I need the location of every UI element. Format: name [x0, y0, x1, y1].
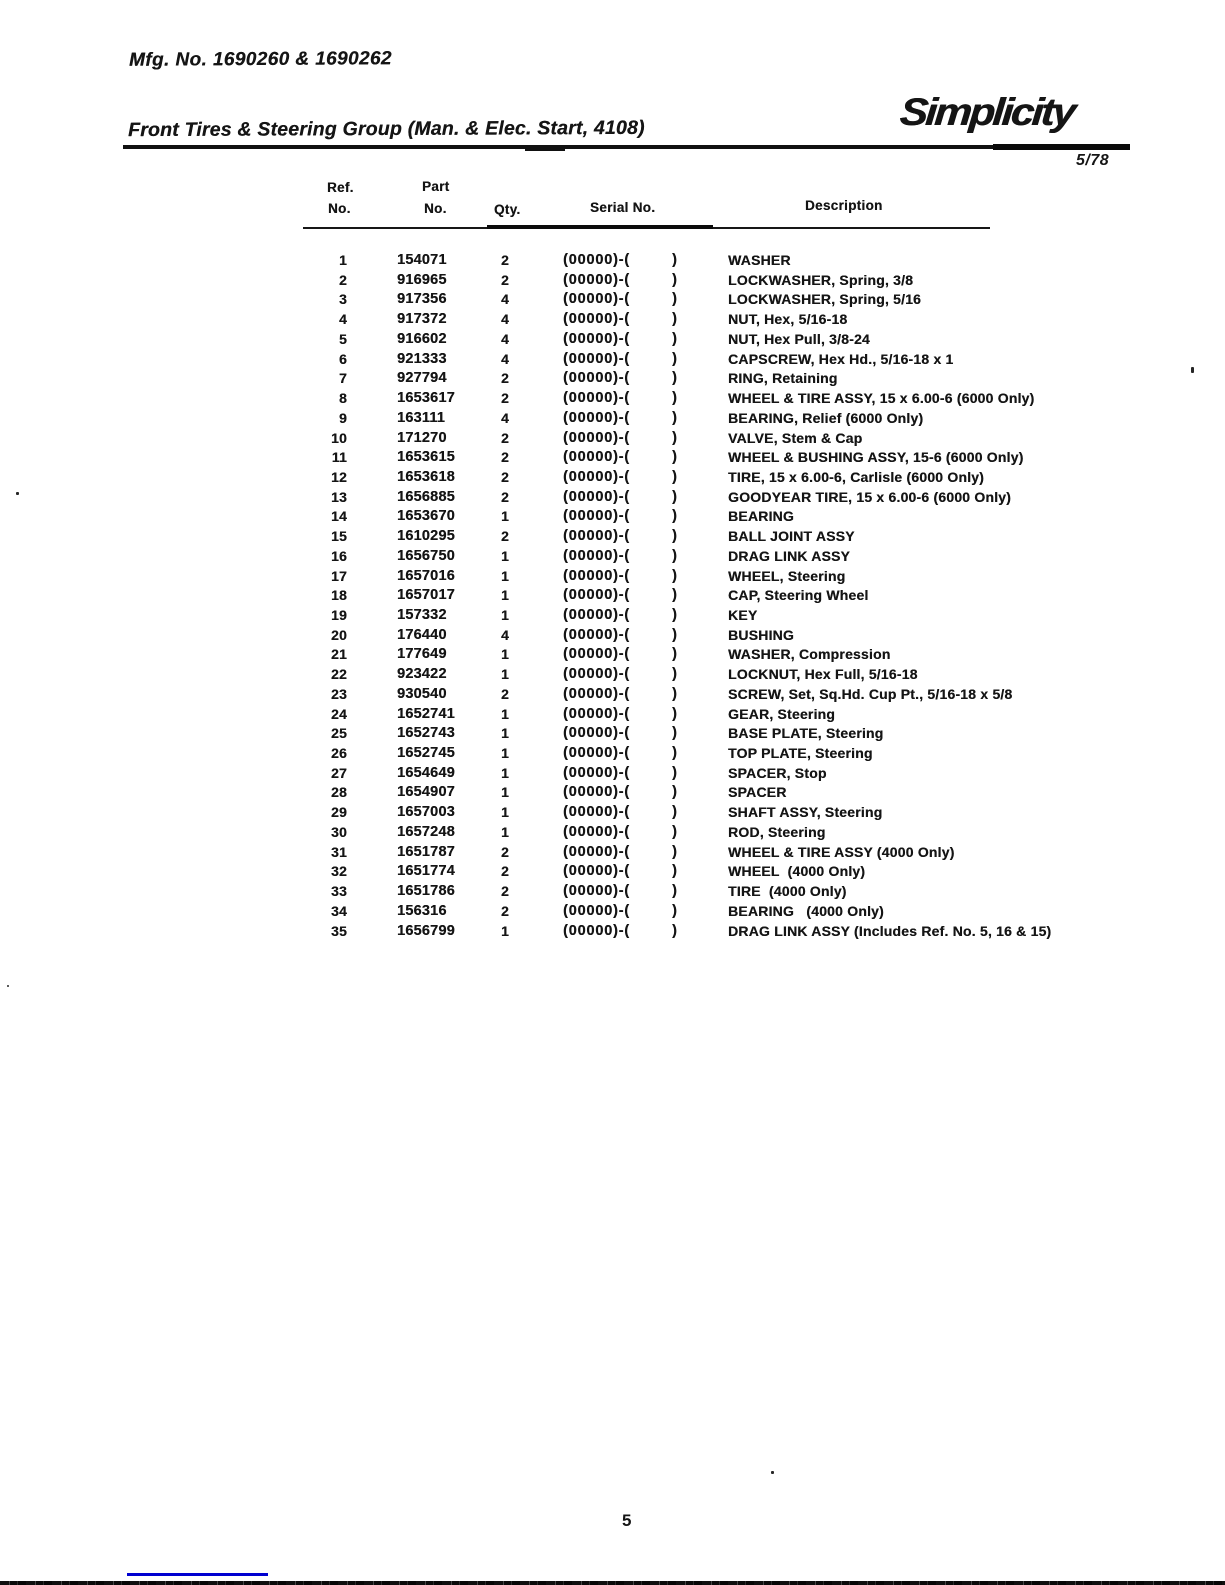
serial-no-cell: (00000)-(: [563, 449, 630, 466]
serial-close-cell: ): [672, 528, 678, 545]
serial-close-cell: ): [672, 350, 678, 367]
table-row: [0, 487, 1225, 507]
part-no-cell: 154071: [397, 252, 447, 268]
part-no-cell: 927794: [397, 370, 447, 387]
column-header-ref: Ref.: [327, 180, 354, 195]
serial-close-cell: ): [672, 922, 678, 939]
table-row: [0, 428, 1225, 448]
qty-cell: 1: [501, 646, 509, 663]
serial-no-cell: (00000)-(: [563, 646, 630, 663]
serial-close-cell: ): [672, 784, 678, 801]
serial-no-cell: (00000)-(: [563, 764, 630, 781]
table-row: [0, 250, 1225, 270]
description-cell: BEARING, Relief (6000 Only): [728, 409, 924, 426]
qty-cell: 1: [501, 666, 509, 683]
description-cell: NUT, Hex, 5/16-18: [728, 311, 848, 328]
table-row: [0, 704, 1225, 724]
bottom-edge-band: [0, 1581, 1225, 1585]
serial-close-cell: ): [672, 567, 678, 584]
part-no-cell: 1656750: [397, 547, 455, 564]
serial-close-cell: ): [672, 429, 678, 446]
description-cell: ROD, Steering: [728, 823, 826, 840]
table-row: [0, 566, 1225, 586]
description-cell: DRAG LINK ASSY: [728, 547, 851, 564]
ref-no-cell: 17: [331, 567, 347, 584]
part-no-cell: 1654907: [397, 784, 455, 801]
column-header-qty: Qty.: [494, 202, 521, 217]
serial-close-cell: ): [672, 607, 678, 623]
ref-no-cell: 23: [331, 685, 347, 702]
serial-close-cell: ): [672, 488, 678, 505]
serial-close-cell: ): [672, 666, 678, 683]
qty-cell: 2: [501, 390, 509, 406]
description-cell: BEARING: [728, 508, 794, 525]
serial-close-cell: ): [672, 705, 678, 722]
serial-no-cell: (00000)-(: [563, 922, 630, 939]
serial-no-cell: (00000)-(: [563, 271, 630, 288]
qty-cell: 1: [501, 547, 509, 564]
qty-cell: 4: [501, 350, 509, 367]
qty-cell: 2: [501, 883, 509, 899]
description-cell: WASHER, Compression: [728, 646, 891, 663]
serial-close-cell: ): [672, 468, 678, 485]
table-row: [0, 506, 1225, 526]
ref-no-cell: 28: [331, 784, 347, 801]
part-no-cell: 1657017: [397, 587, 455, 604]
serial-no-cell: (00000)-(: [563, 488, 630, 505]
part-no-cell: 1653618: [397, 468, 455, 485]
table-row: [0, 625, 1225, 645]
table-row: [0, 822, 1225, 842]
serial-close-cell: ): [672, 863, 678, 880]
serial-no-cell: (00000)-(: [563, 528, 630, 545]
table-row: [0, 861, 1225, 881]
serial-close-cell: ): [672, 271, 678, 288]
serial-close-cell: ): [672, 311, 678, 328]
table-row: [0, 664, 1225, 684]
serial-close-cell: ): [672, 330, 678, 347]
qty-cell: 1: [501, 587, 509, 604]
part-no-cell: 156316: [397, 902, 447, 919]
column-header-part-no: No.: [424, 201, 447, 216]
serial-no-cell: (00000)-(: [563, 626, 630, 643]
description-cell: WHEEL, Steering: [728, 567, 846, 584]
serial-no-cell: (00000)-(: [563, 725, 630, 742]
table-row: [0, 329, 1225, 349]
serial-no-cell: (00000)-(: [563, 587, 630, 604]
description-cell: SPACER: [728, 784, 787, 801]
ref-no-cell: 30: [331, 823, 347, 840]
table-row: [0, 723, 1225, 743]
qty-cell: 1: [501, 508, 509, 525]
date-code: 5/78: [1076, 152, 1110, 169]
description-cell: BASE PLATE, Steering: [728, 725, 884, 742]
serial-no-cell: (00000)-(: [563, 705, 630, 722]
footer-blue-line: [127, 1573, 268, 1576]
qty-cell: 2: [501, 488, 509, 505]
ref-no-cell: 16: [331, 547, 347, 564]
header-rule-notch: [525, 149, 565, 151]
table-row: [0, 349, 1225, 369]
description-cell: WHEEL & TIRE ASSY (4000 Only): [728, 843, 955, 860]
ref-no-cell: 14: [331, 508, 347, 525]
serial-no-cell: (00000)-(: [563, 330, 630, 347]
ref-no-cell: 25: [331, 725, 347, 742]
part-no-cell: 1652745: [397, 745, 455, 761]
part-no-cell: 1651787: [397, 843, 455, 860]
serial-close-cell: ): [672, 626, 678, 643]
serial-close-cell: ): [672, 764, 678, 781]
column-header-serial-no: Serial No.: [590, 200, 656, 215]
part-no-cell: 930540: [397, 685, 447, 702]
table-row: [0, 270, 1225, 290]
part-no-cell: 1653617: [397, 390, 455, 406]
qty-cell: 1: [501, 725, 509, 742]
table-row: [0, 802, 1225, 822]
part-no-cell: 1651786: [397, 883, 455, 899]
serial-no-cell: (00000)-(: [563, 468, 630, 485]
part-no-cell: 916602: [397, 330, 447, 347]
serial-close-cell: ): [672, 725, 678, 742]
serial-no-cell: (00000)-(: [563, 863, 630, 880]
ref-no-cell: 9: [339, 409, 347, 426]
qty-cell: 1: [501, 705, 509, 722]
part-no-cell: 1657248: [397, 823, 455, 840]
description-cell: VALVE, Stem & Cap: [728, 429, 863, 446]
description-cell: KEY: [728, 607, 758, 623]
description-cell: RING, Retaining: [728, 370, 838, 387]
description-cell: WASHER: [728, 252, 791, 268]
serial-no-cell: (00000)-(: [563, 745, 630, 761]
serial-no-cell: (00000)-(: [563, 666, 630, 683]
table-row: [0, 901, 1225, 921]
serial-no-cell: (00000)-(: [563, 291, 630, 308]
qty-cell: 2: [501, 252, 509, 268]
part-no-cell: 1657016: [397, 567, 455, 584]
column-header-part: Part: [422, 179, 450, 194]
serial-no-cell: (00000)-(: [563, 409, 630, 426]
qty-cell: 4: [501, 311, 509, 328]
description-cell: SCREW, Set, Sq.Hd. Cup Pt., 5/16-18 x 5/8: [728, 685, 1013, 702]
table-row: [0, 782, 1225, 802]
description-cell: GOODYEAR TIRE, 15 x 6.00-6 (6000 Only): [728, 488, 1012, 505]
serial-close-cell: ): [672, 823, 678, 840]
ref-no-cell: 35: [331, 922, 347, 939]
table-row: [0, 644, 1225, 664]
qty-cell: 1: [501, 823, 509, 840]
serial-no-cell: (00000)-(: [563, 508, 630, 525]
qty-cell: 2: [501, 685, 509, 702]
description-cell: BALL JOINT ASSY: [728, 528, 855, 545]
description-cell: BEARING (4000 Only): [728, 902, 884, 919]
part-no-cell: 171270: [397, 429, 447, 446]
qty-cell: 2: [501, 370, 509, 387]
serial-close-cell: ): [672, 370, 678, 387]
qty-cell: 1: [501, 922, 509, 939]
part-no-cell: 1651774: [397, 863, 455, 880]
qty-cell: 2: [501, 449, 509, 466]
qty-cell: 1: [501, 804, 509, 821]
table-row: [0, 605, 1225, 625]
column-header-ref-no: No.: [328, 201, 351, 216]
ref-no-cell: 1: [339, 252, 347, 268]
description-cell: WHEEL (4000 Only): [728, 863, 866, 880]
table-row: [0, 763, 1225, 783]
serial-close-cell: ): [672, 685, 678, 702]
ref-no-cell: 8: [339, 390, 347, 406]
part-no-cell: 917372: [397, 311, 447, 328]
serial-no-cell: (00000)-(: [563, 685, 630, 702]
table-row: [0, 921, 1225, 941]
part-no-cell: 917356: [397, 291, 447, 308]
table-row: [0, 881, 1225, 901]
qty-cell: 1: [501, 764, 509, 781]
serial-no-cell: (00000)-(: [563, 843, 630, 860]
table-row: [0, 388, 1225, 408]
serial-no-cell: (00000)-(: [563, 823, 630, 840]
description-cell: TOP PLATE, Steering: [728, 745, 873, 761]
ref-no-cell: 34: [331, 902, 347, 919]
qty-cell: 1: [501, 607, 509, 623]
ref-no-cell: 22: [331, 666, 347, 683]
table-row: [0, 546, 1225, 566]
part-no-cell: 1652743: [397, 725, 455, 742]
ref-no-cell: 19: [331, 607, 347, 623]
serial-close-cell: ): [672, 449, 678, 466]
qty-cell: 4: [501, 409, 509, 426]
scan-speck: [7, 985, 9, 987]
qty-cell: 1: [501, 745, 509, 761]
part-no-cell: 923422: [397, 666, 447, 683]
serial-no-cell: (00000)-(: [563, 252, 630, 268]
qty-cell: 2: [501, 902, 509, 919]
table-row: [0, 842, 1225, 862]
ref-no-cell: 11: [331, 449, 347, 466]
description-cell: LOCKWASHER, Spring, 3/8: [728, 271, 914, 288]
serial-close-cell: ): [672, 843, 678, 860]
serial-close-cell: ): [672, 804, 678, 821]
ref-no-cell: 26: [331, 745, 347, 761]
qty-cell: 1: [501, 567, 509, 584]
table-row: [0, 309, 1225, 329]
ref-no-cell: 27: [331, 764, 347, 781]
qty-cell: 2: [501, 468, 509, 485]
ref-no-cell: 21: [331, 646, 347, 663]
part-no-cell: 163111: [397, 409, 445, 426]
ref-no-cell: 2: [339, 271, 347, 288]
page-number: 5: [622, 1511, 632, 1530]
serial-no-cell: (00000)-(: [563, 804, 630, 821]
serial-close-cell: ): [672, 409, 678, 426]
serial-close-cell: ): [672, 587, 678, 604]
serial-no-cell: (00000)-(: [563, 547, 630, 564]
description-cell: LOCKWASHER, Spring, 5/16: [728, 291, 922, 308]
table-row: [0, 289, 1225, 309]
part-no-cell: 1610295: [397, 528, 455, 545]
serial-close-cell: ): [672, 508, 678, 525]
serial-no-cell: (00000)-(: [563, 311, 630, 328]
serial-close-cell: ): [672, 252, 678, 268]
ref-no-cell: 33: [331, 883, 347, 899]
ref-no-cell: 4: [339, 311, 347, 328]
description-cell: LOCKNUT, Hex Full, 5/16-18: [728, 666, 918, 683]
description-cell: DRAG LINK ASSY (Includes Ref. No. 5, 16 & 15): [728, 922, 1052, 939]
description-cell: BUSHING: [728, 626, 794, 643]
table-row: [0, 368, 1225, 388]
table-row: [0, 585, 1225, 605]
ref-no-cell: 5: [339, 330, 347, 347]
description-cell: TIRE, 15 x 6.00-6, Carlisle (6000 Only): [728, 468, 985, 485]
header-rule-right-segment: [993, 144, 1130, 150]
ref-no-cell: 15: [331, 528, 347, 545]
ref-no-cell: 10: [331, 429, 347, 446]
part-no-cell: 1653615: [397, 449, 455, 466]
part-no-cell: 1653670: [397, 508, 455, 525]
qty-cell: 4: [501, 330, 509, 347]
part-no-cell: 916965: [397, 271, 447, 288]
qty-cell: 1: [501, 784, 509, 801]
serial-close-cell: ): [672, 883, 678, 899]
description-cell: CAP, Steering Wheel: [728, 587, 869, 604]
description-cell: CAPSCREW, Hex Hd., 5/16-18 x 1: [728, 350, 954, 367]
part-no-cell: 1656885: [397, 488, 455, 505]
qty-cell: 2: [501, 843, 509, 860]
column-header-description: Description: [805, 198, 883, 213]
description-cell: WHEEL & BUSHING ASSY, 15-6 (6000 Only): [728, 449, 1024, 466]
ref-no-cell: 6: [339, 350, 347, 367]
ref-no-cell: 13: [331, 488, 347, 505]
scan-speck: [1191, 367, 1194, 373]
description-cell: SPACER, Stop: [728, 764, 827, 781]
part-no-cell: 1657003: [397, 804, 455, 821]
description-cell: SHAFT ASSY, Steering: [728, 804, 883, 821]
serial-close-cell: ): [672, 902, 678, 919]
qty-cell: 2: [501, 528, 509, 545]
serial-no-cell: (00000)-(: [563, 784, 630, 801]
table-row: [0, 408, 1225, 428]
description-cell: NUT, Hex Pull, 3/8-24: [728, 330, 870, 347]
description-cell: TIRE (4000 Only): [728, 883, 847, 899]
scan-speck: [771, 1471, 774, 1474]
serial-close-cell: ): [672, 646, 678, 663]
part-no-cell: 921333: [397, 350, 447, 367]
ref-no-cell: 24: [331, 705, 347, 722]
serial-close-cell: ): [672, 547, 678, 564]
part-no-cell: 177649: [397, 646, 447, 663]
table-row: [0, 447, 1225, 467]
qty-cell: 4: [501, 626, 509, 643]
part-no-cell: 157332: [397, 607, 447, 623]
table-row: [0, 684, 1225, 704]
description-cell: WHEEL & TIRE ASSY, 15 x 6.00-6 (6000 Only): [728, 390, 1035, 406]
serial-no-cell: (00000)-(: [563, 883, 630, 899]
ref-no-cell: 20: [331, 626, 347, 643]
ref-no-cell: 29: [331, 804, 347, 821]
ref-no-cell: 12: [331, 468, 347, 485]
serial-close-cell: ): [672, 291, 678, 308]
serial-no-cell: (00000)-(: [563, 607, 630, 623]
serial-no-cell: (00000)-(: [563, 902, 630, 919]
qty-cell: 2: [501, 863, 509, 880]
description-cell: GEAR, Steering: [728, 705, 836, 722]
ref-no-cell: 31: [331, 843, 347, 860]
serial-close-cell: ): [672, 390, 678, 406]
ref-no-cell: 7: [339, 370, 347, 387]
page-title: Front Tires & Steering Group (Man. & Elec. Start, 4108): [127, 116, 645, 142]
serial-close-cell: ): [672, 745, 678, 761]
serial-no-cell: (00000)-(: [563, 370, 630, 387]
table-row: [0, 743, 1225, 763]
serial-no-cell: (00000)-(: [563, 567, 630, 584]
ref-no-cell: 3: [339, 291, 347, 308]
serial-no-cell: (00000)-(: [563, 429, 630, 446]
ref-no-cell: 32: [331, 863, 347, 880]
qty-cell: 2: [501, 429, 509, 446]
part-no-cell: 1656799: [397, 922, 455, 939]
table-row: [0, 467, 1225, 487]
ref-no-cell: 18: [331, 587, 347, 604]
table-header-rule-bold-segment: [487, 225, 713, 229]
scan-speck: [16, 492, 19, 495]
part-no-cell: 1652741: [397, 705, 455, 722]
serial-no-cell: (00000)-(: [563, 350, 630, 367]
brand-logo: Simplicity: [898, 89, 1076, 134]
mfg-number-line: Mfg. No. 1690260 & 1690262: [128, 48, 392, 71]
table-row: [0, 526, 1225, 546]
qty-cell: 2: [501, 271, 509, 288]
qty-cell: 4: [501, 291, 509, 308]
part-no-cell: 176440: [397, 626, 447, 643]
part-no-cell: 1654649: [397, 764, 455, 781]
serial-no-cell: (00000)-(: [563, 390, 630, 406]
